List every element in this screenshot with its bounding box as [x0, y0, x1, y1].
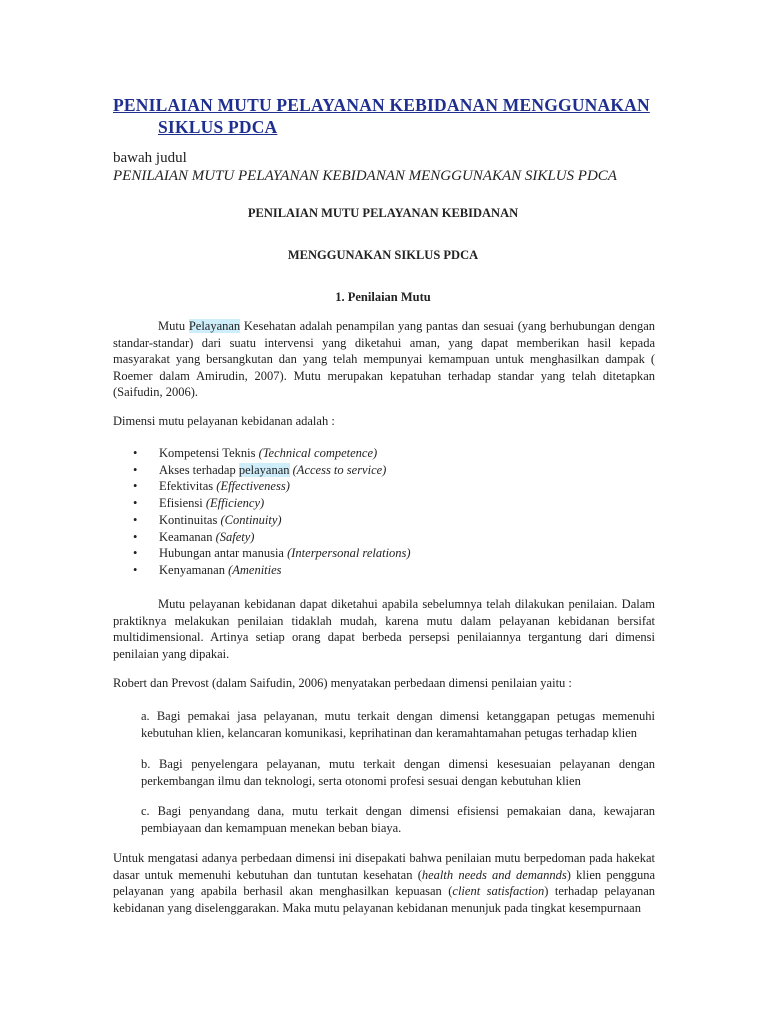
bullet-icon: • [133, 496, 138, 511]
bullet-icon: • [133, 479, 138, 494]
paragraph-definition [113, 318, 655, 401]
section-heading: 1. Penilaian Mutu [335, 290, 431, 304]
document-title [113, 94, 673, 138]
heading-main: PENILAIAN MUTU PELAYANAN KEBIDANAN [247, 206, 519, 220]
bullet-icon: • [133, 512, 138, 527]
bullet-icon: • [133, 446, 138, 460]
subtitle-italic: PENILAIAN MUTU PELAYANAN KEBIDANAN MENGGUNAKAN SIKLUS PDCA [113, 168, 617, 184]
list-item: • Keamanan (Safety) [133, 529, 255, 544]
title-line-1: PENILAIAN MUTU PELAYANAN KEBIDANAN MENGGUNAKAN [113, 95, 650, 115]
list-item: • Hubungan antar manusia (Interpersonal relations) [133, 546, 411, 561]
list-item: • Kenyamanan (Amenities [133, 562, 282, 577]
list-item-c: c. Bagi penyandang dana, mutu terkait dengan dimensi efisiensi pemakaian dana, kewajaran pembiayaan dan kemampuan menekan beban biaya. [141, 804, 655, 835]
list-item-a: a. Bagi pemakai jasa pelayanan, mutu terkait dengan dimensi ketanggapan petugas memenuhi kebutuhan klien, kelancaran komunikasi, keprihatinan dan keramahtamahan petugas terhadap klien [141, 709, 655, 740]
paragraph-conclusion: Untuk mengatasi adanya perbedaan dimensi ini disepakati bahwa penilaian mutu berpedoman pada hakekat dasar untuk memenuhi kebutuhan dan tuntutan kesehatan (health needs and demannds) klien pengguna pelayanan yang apabila berhasil akan menghasilkan kepuasan (client satisfaction) terhadap pelayanan kebidanan yang diselenggarakan. Maka mutu pelayanan kebidanan menunjuk pada tingkat kesempurnaan [113, 851, 656, 915]
title-line-2: SIKLUS PDCA [158, 117, 278, 137]
paragraph-assessment: Mutu pelayanan kebidanan dapat diketahui apabila sebelumnya telah dilakukan penilaian. Dalam praktiknya melakukan penilaian tidaklah mudah, karena mutu dalam pelayanan kebidanan bersifat multidimensional. Artinya setiap orang dapat berbeda persepsi penilaiannya tergantung dari dimensi penilaian yang dipakai. [113, 597, 655, 661]
dimensions-intro: Dimensi mutu pelayanan kebidanan adalah : [113, 414, 335, 428]
heading-secondary: MENGGUNAKAN SIKLUS PDCA [287, 248, 479, 262]
list-item: • Efisiensi (Efficiency) [133, 496, 265, 511]
bullet-icon: • [133, 462, 138, 477]
bullet-icon: • [133, 529, 138, 544]
bullet-icon: • [133, 562, 138, 577]
list-item: • Kontinuitas (Continuity) [133, 512, 282, 527]
paragraph-robert-prevost: Robert dan Prevost (dalam Saifudin, 2006) menyatakan perbedaan dimensi penilaian yaitu : [113, 676, 572, 690]
list-item: • Kompetensi Teknis (Technical competence) [133, 446, 378, 460]
dimensions-list [113, 445, 411, 579]
list-item-b: b. Bagi penyelengara pelayanan, mutu terkait dengan dimensi kesesuaian pelayanan dengan perkembangan ilmu dan teknologi, serta otonomi profesi sesuai dengan kebutuhan klien [141, 757, 655, 788]
highlighted-term: Pelayanan [188, 319, 241, 333]
bullet-icon: • [133, 546, 138, 561]
list-item: • Akses terhadap pelayanan (Access to service) [133, 462, 387, 477]
highlighted-term: pelayanan [238, 462, 290, 477]
subtitle-label: bawah judul [113, 150, 187, 166]
para1-after: Kesehatan adalah penampilan yang pantas dan sesuai (yang berhubungan dengan standar-standar) dari suatu intervensi yang diketahui aman, yang dapat memberikan hasil kepada masyarakat yang bersangkutan dan yang telah mempunyai kemampuan untuk menghasilkan dampak ( Roemer dalam Amirudin, 2007). Mutu merupakan kepatuhan terhadap standar yang telah ditetapkan (Saifudin, 2006). [113, 319, 655, 399]
para1-before: Mutu [158, 319, 189, 333]
list-item: • Efektivitas (Effectiveness) [133, 479, 290, 494]
